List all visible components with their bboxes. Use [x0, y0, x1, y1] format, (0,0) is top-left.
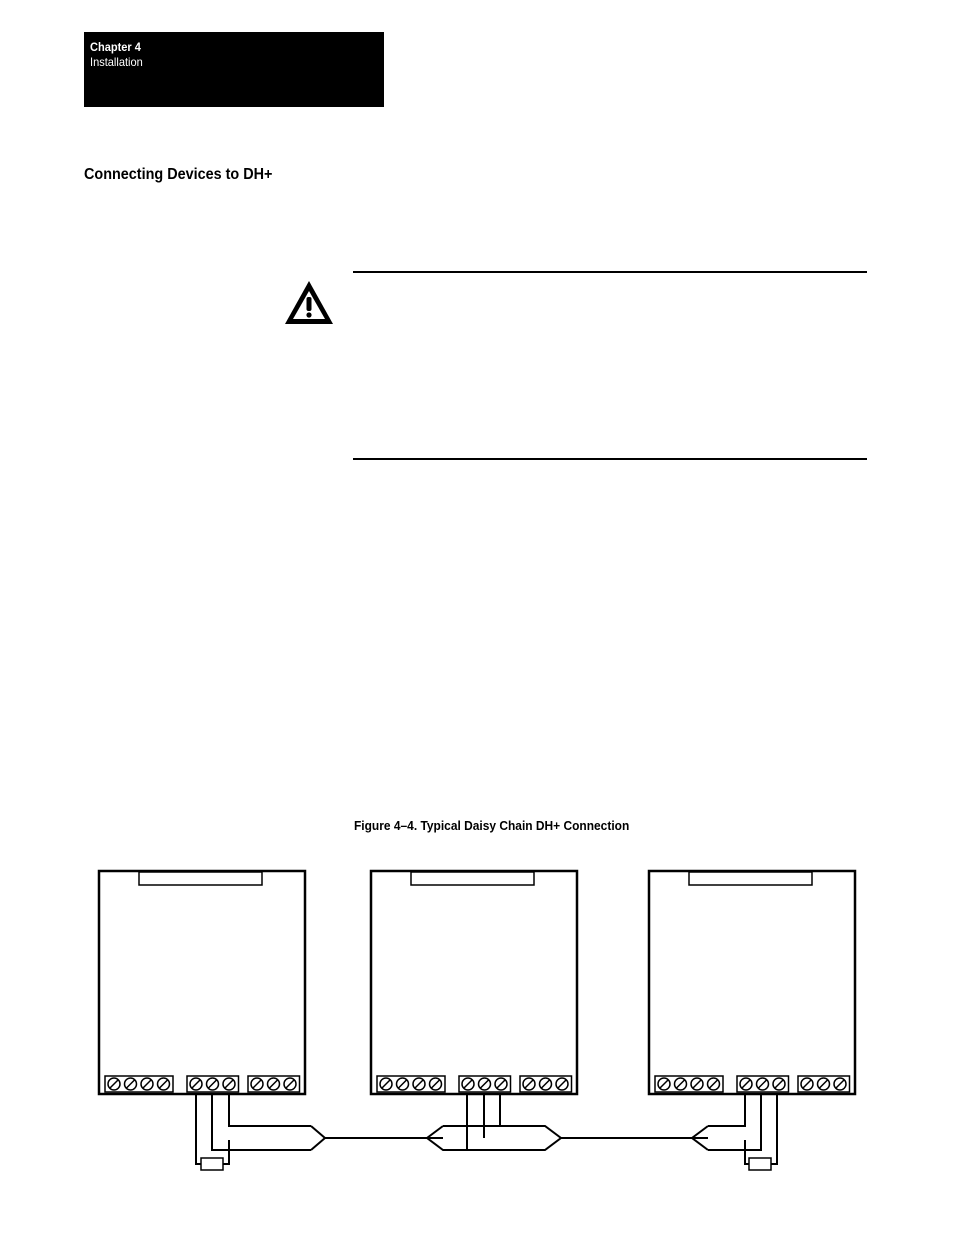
- chapter-label: Chapter 4: [90, 40, 141, 54]
- dh-wire: [229, 1094, 311, 1126]
- section-title: Connecting Devices to DH+: [84, 166, 273, 183]
- module-label-slot: [411, 872, 534, 885]
- termination-resistor: [201, 1158, 223, 1170]
- figure-caption: Figure 4–4. Typical Daisy Chain DH+ Connection: [354, 818, 630, 833]
- daisy-chain-diagram: [0, 860, 954, 1180]
- dh-wire: [212, 1094, 311, 1150]
- warning-top-rule: [353, 271, 867, 273]
- device-module: [99, 871, 305, 1094]
- device-module: [649, 871, 855, 1094]
- section-label: Installation: [90, 55, 143, 69]
- module-label-slot: [689, 872, 812, 885]
- device-module: [371, 871, 577, 1094]
- termination-resistor: [749, 1158, 771, 1170]
- warning-triangle-icon: [282, 278, 336, 328]
- dh-wire: [708, 1094, 761, 1150]
- module-label-slot: [139, 872, 262, 885]
- dh-wire: [708, 1094, 745, 1126]
- chapter-header: [84, 32, 384, 107]
- warning-bottom-rule: [353, 458, 867, 460]
- cable-splice-jacket: [427, 1126, 561, 1150]
- cable-jacket-end: [311, 1126, 325, 1150]
